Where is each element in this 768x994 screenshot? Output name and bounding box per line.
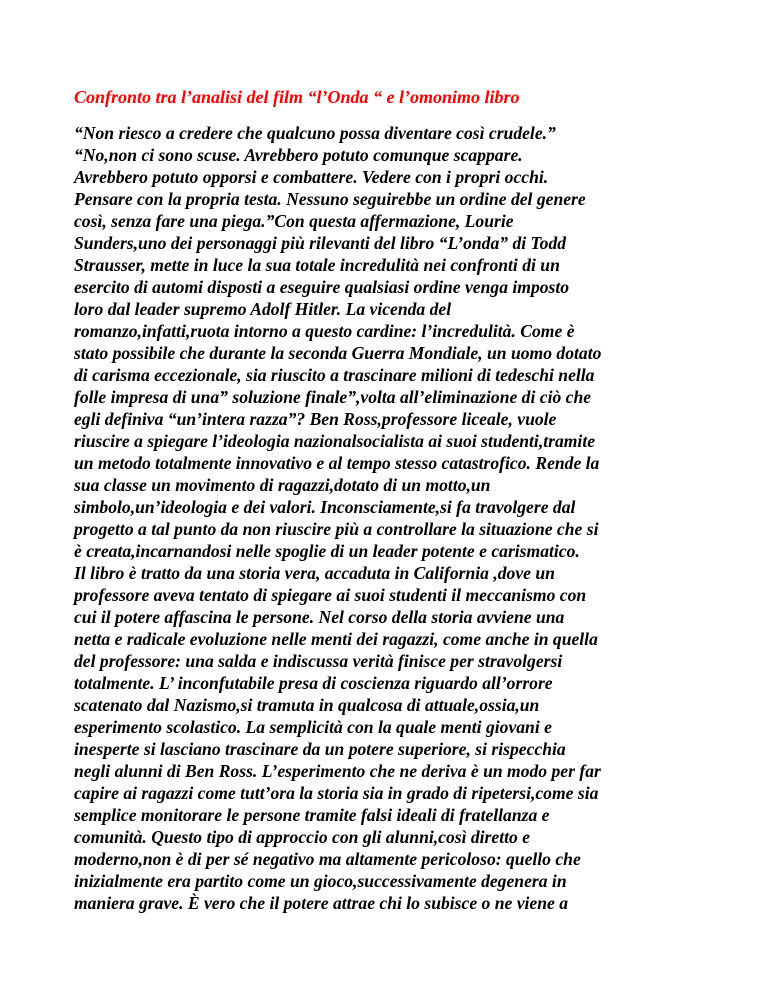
body-line: del professore: una salda e indiscussa verità finisce per stravolgersi	[74, 651, 563, 671]
body-line: netta e radicale evoluzione nelle menti dei ragazzi, come anche in quella	[74, 629, 598, 649]
body-line: professore aveva tentato di spiegare ai suoi studenti il meccanismo con	[74, 585, 587, 605]
body-line: totalmente. L’ inconfutabile presa di coscienza riguardo all’orrore	[74, 673, 553, 693]
body-line: scatenato dal Nazismo,si tramuta in qualcosa di attuale,ossia,un	[74, 695, 540, 715]
body-line: comunità. Questo tipo di approccio con gli alunni,così diretto e	[74, 827, 530, 847]
body-line: progetto a tal punto da non riuscire più a controllare la situazione che si	[74, 519, 599, 539]
body-line: così, senza fare una piega.”Con questa affermazione, Lourie	[74, 211, 514, 231]
body-line: è creata,incarnandosi nelle spoglie di un leader potente e carismatico.	[74, 541, 580, 561]
body-line: inizialmente era partito come un gioco,successivamente degenera in	[74, 871, 567, 891]
document-title: Confronto tra l’analisi del film “l’Onda “ e l’omonimo libro	[74, 87, 520, 107]
body-line: cui il potere affascina le persone. Nel corso della storia avviene una	[74, 607, 565, 627]
body-line: Avrebbero potuto opporsi e combattere. Vedere con i propri occhi.	[74, 167, 549, 187]
body-line: esercito di automi disposti a eseguire qualsiasi ordine venga imposto	[74, 277, 570, 297]
body-line: Strausser, mette in luce la sua totale incredulità nei confronti di un	[74, 255, 560, 275]
body-line: maniera grave. È vero che il potere attrae chi lo subisce o ne viene a	[74, 893, 569, 913]
body-line: “No,non ci sono scuse. Avrebbero potuto comunque scappare.	[74, 145, 523, 165]
body-line: un metodo totalmente innovativo e al tempo stesso catastrofico. Rende la	[74, 453, 600, 473]
body-line: Il libro è tratto da una storia vera, accaduta in California ,dove un	[74, 563, 555, 583]
body-line: egli definiva “un’intera razza”? Ben Ross,professore liceale, vuole	[74, 409, 557, 429]
body-line: Sunders,uno dei personaggi più rilevanti del libro “L’onda” di Todd	[74, 233, 567, 253]
body-line: sua classe un movimento di ragazzi,dotato di un motto,un	[74, 475, 491, 495]
body-line: moderno,non è di per sé negativo ma altamente pericoloso: quello che	[74, 849, 581, 869]
body-line: esperimento scolastico. La semplicità con la quale menti giovani e	[74, 717, 552, 737]
body-line: stato possibile che durante la seconda Guerra Mondiale, un uomo dotato	[74, 343, 602, 363]
body-line: semplice monitorare le persone tramite falsi ideali di fratellanza e	[74, 805, 550, 825]
document-body	[74, 122, 601, 914]
body-line: folle impresa di una” soluzione finale”,volta all’eliminazione di ciò che	[74, 387, 592, 407]
body-line: di carisma eccezionale, sia riuscito a trascinare milioni di tedeschi nella	[74, 365, 595, 385]
body-line: Pensare con la propria testa. Nessuno seguirebbe un ordine del genere	[74, 189, 586, 209]
body-line: romanzo,infatti,ruota intorno a questo cardine: l’incredulità. Come è	[74, 321, 575, 341]
body-line: capire ai ragazzi come tutt’ora la storia sia in grado di ripetersi,come sia	[74, 783, 599, 803]
body-line: negli alunni di Ben Ross. L’esperimento che ne deriva è un modo per far	[74, 761, 601, 781]
body-line: riuscire a spiegare l’ideologia nazionalsocialista ai suoi studenti,tramite	[74, 431, 596, 451]
body-line: simbolo,un’ideologia e dei valori. Inconsciamente,si fa travolgere dal	[74, 497, 576, 517]
body-line: “Non riesco a credere che qualcuno possa diventare così crudele.”	[74, 123, 556, 143]
body-line: loro dal leader supremo Adolf Hitler. La vicenda del	[74, 299, 452, 319]
body-line: inesperte si lasciano trascinare da un potere superiore, si rispecchia	[74, 739, 566, 759]
